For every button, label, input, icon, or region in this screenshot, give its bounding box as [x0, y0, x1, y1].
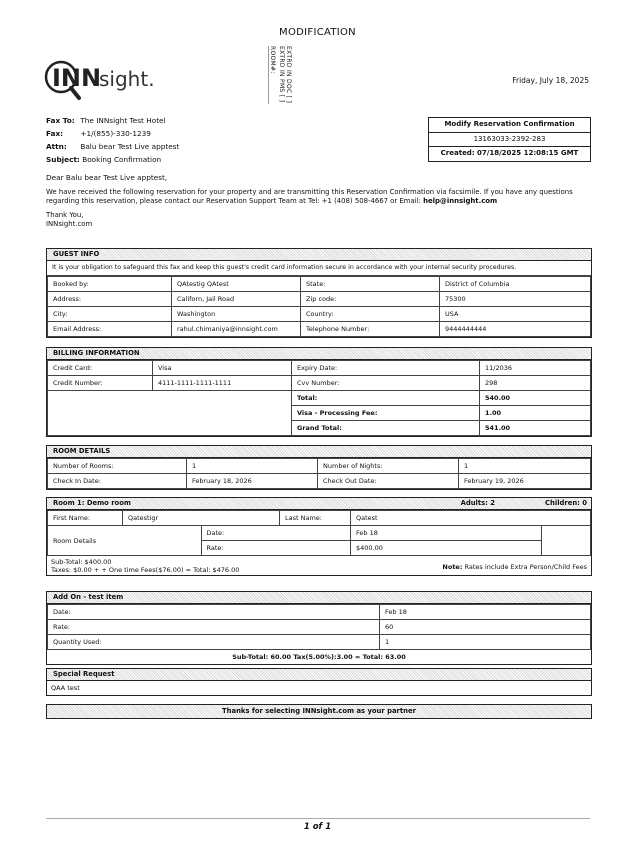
footer-divider — [46, 818, 590, 819]
cell-label: Quantity Used: — [48, 635, 380, 650]
grand-total-value: 541.00 — [480, 421, 591, 436]
room1-table — [47, 510, 591, 556]
check-in-value: February 18, 2026 — [187, 474, 318, 489]
page-number: 1 of 1 — [303, 822, 332, 832]
room-number-label: ROOM#: — [268, 46, 276, 104]
room-details-table — [47, 458, 591, 489]
addon-section — [46, 591, 592, 665]
security-notice: It is your obligation to safeguard this fax and keep this guest's credit card information secure in accordance with your internal security procedures. — [47, 261, 591, 276]
table-row — [48, 605, 591, 620]
country-value: USA — [440, 307, 591, 322]
addon-header: Add On - test item — [47, 592, 591, 604]
expiry-value: 11/2036 — [480, 361, 591, 376]
room-details-label: Room Details — [48, 526, 202, 556]
thanks-bar — [46, 704, 592, 719]
phone-value: 9444444444 — [440, 322, 591, 337]
room-details-header: ROOM DETAILS — [47, 446, 591, 458]
support-email-link[interactable]: help@innsight.com — [423, 197, 498, 205]
cell-label: Rate: — [48, 620, 380, 635]
svg-text:sight.: sight. — [99, 67, 154, 91]
cell-label: Telephone Number: — [301, 322, 440, 337]
table-row — [48, 620, 591, 635]
attn-value: Balu bear Test Live apptest — [80, 142, 180, 151]
cell-label: Date: — [48, 605, 380, 620]
blank-cell — [542, 526, 591, 556]
subject-label: Subject: — [46, 155, 80, 164]
guest-table — [47, 276, 591, 337]
table-row — [48, 635, 591, 650]
cell-label: Email Address: — [48, 322, 172, 337]
room-subtotal: Sub-Total: $400.00 — [51, 558, 112, 566]
cell-label: Booked by: — [48, 277, 172, 292]
guest-info-section — [46, 248, 592, 338]
svg-text:INN: INN — [52, 64, 102, 92]
city-value: Washington — [172, 307, 301, 322]
table-row — [48, 277, 591, 292]
cell-label: Address: — [48, 292, 172, 307]
table-row — [48, 322, 591, 337]
check-out-value: February 19, 2026 — [459, 474, 591, 489]
zip-value: 75300 — [440, 292, 591, 307]
addon-rate-value: 60 — [380, 620, 591, 635]
cell-label: Credit Card: — [48, 361, 153, 376]
booked-by-value: QAtestig QAtest — [172, 277, 301, 292]
cell-label: State: — [301, 277, 440, 292]
special-request-header: Special Request — [47, 669, 591, 681]
cell-label: Check In Date: — [48, 474, 187, 489]
table-row — [48, 292, 591, 307]
magnifier-logo-icon — [44, 58, 154, 102]
processing-fee-value: 1.00 — [480, 406, 591, 421]
room1-totals — [47, 556, 591, 575]
addon-date-value: Feb 18 — [380, 605, 591, 620]
room1-section — [46, 497, 592, 576]
total-label: Total: — [292, 391, 480, 406]
special-request-section — [46, 668, 592, 696]
innsight-logo — [44, 58, 154, 106]
last-name-value: Qatest — [351, 511, 591, 526]
card-number-value: 4111-1111-1111-1111 — [153, 376, 292, 391]
card-type-value: Visa — [153, 361, 292, 376]
cell-label: Zip code: — [301, 292, 440, 307]
subject-value: Booking Confirmation — [82, 155, 162, 164]
fax-label: Fax: — [46, 129, 64, 138]
cell-label: Number of Nights: — [318, 459, 459, 474]
confirmation-heading: Modify Reservation Confirmation — [429, 118, 590, 133]
addon-table — [47, 604, 591, 650]
processing-fee-label: Visa - Processing Fee: — [292, 406, 480, 421]
first-name-value: Qatestigr — [123, 511, 280, 526]
table-row — [48, 361, 591, 376]
table-row — [48, 474, 591, 489]
total-value: 540.00 — [480, 391, 591, 406]
grand-total-label: Grand Total: — [292, 421, 480, 436]
created-timestamp: Created: 07/18/2025 12:08:15 GMT — [440, 149, 579, 157]
document-title: MODIFICATION — [279, 27, 356, 38]
fax-to-value: The INNsight Test Hotel — [80, 116, 166, 125]
room-taxes: Taxes: $0.00 + + One time Fees($76.00) = Total: $476.00 — [51, 566, 240, 574]
confirmation-number: 13163033-2392-283 — [429, 133, 590, 148]
cell-label: First Name: — [48, 511, 123, 526]
table-row — [48, 526, 591, 541]
num-nights-value: 1 — [459, 459, 591, 474]
addon-qty-value: 1 — [380, 635, 591, 650]
room-date-value: Feb 18 — [351, 526, 542, 541]
cell-label: Expiry Date: — [292, 361, 480, 376]
table-row — [48, 391, 591, 406]
cvv-value: 298 — [480, 376, 591, 391]
children-count: Children: 0 — [545, 499, 587, 507]
billing-table — [47, 360, 591, 436]
guest-info-header: GUEST INFO — [47, 249, 591, 261]
thanks-text: Thank You, — [46, 210, 84, 219]
room1-title: Room 1: Demo room — [53, 499, 131, 507]
cell-label: Cvv Number: — [292, 376, 480, 391]
salutation: Dear Balu bear Test Live apptest, — [46, 173, 168, 182]
cell-label: Credit Number: — [48, 376, 153, 391]
room-details-section — [46, 445, 592, 490]
rate-note — [442, 563, 587, 571]
email-value: rahul.chimaniya@innsight.com — [172, 322, 301, 337]
intro-body: We have received the following reservation for your property and are transmitting this Reservation Confirmation via facsimile. If you have any questions regarding this reservation, please contact our Reservation Support Team at Tel: +1 (408) 508-4667 or Email: — [46, 187, 573, 205]
room-rate-value: $400.00 — [351, 541, 542, 556]
cell-label: Check Out Date: — [318, 474, 459, 489]
confirmation-box — [428, 117, 591, 162]
addon-summary: Sub-Total: 60.00 Tax(5.00%):3.00 = Total: 63.00 — [232, 653, 406, 661]
extrd-doc-label: EXTRD IN DOC [ ] — [285, 46, 292, 104]
note-label: Note: — [442, 563, 463, 571]
special-request-text: QAA test — [51, 684, 80, 692]
cell-label: City: — [48, 307, 172, 322]
cell-label: Rate: — [201, 541, 351, 556]
billing-section — [46, 347, 592, 437]
document-date: Friday, July 18, 2025 — [512, 76, 589, 85]
cell-label: Number of Rooms: — [48, 459, 187, 474]
fax-number: +1/(855)-330-1239 — [80, 129, 151, 138]
extrd-pms-label: EXTRD IN PMS [ ] — [278, 46, 285, 103]
cell-label: Last Name: — [280, 511, 351, 526]
num-rooms-value: 1 — [187, 459, 318, 474]
table-row — [48, 511, 591, 526]
signature: INNsight.com — [46, 220, 93, 228]
thanks-bar-text: Thanks for selecting INNsight.com as your partner — [47, 705, 591, 718]
table-row — [48, 376, 591, 391]
intro-text — [46, 173, 591, 230]
room1-header — [47, 498, 591, 510]
address-value: Californ, Jail Road — [172, 292, 301, 307]
state-value: District of Columbia — [440, 277, 591, 292]
cell-label: Date: — [201, 526, 351, 541]
cell-label: Country: — [301, 307, 440, 322]
attn-label: Attn: — [46, 142, 67, 151]
blank-cell — [48, 391, 292, 436]
fax-to-label: Fax To: — [46, 116, 75, 125]
billing-header: BILLING INFORMATION — [47, 348, 591, 360]
table-row — [48, 307, 591, 322]
table-row — [48, 459, 591, 474]
fax-header — [46, 114, 179, 166]
note-text: Rates include Extra Person/Child Fees — [464, 563, 587, 571]
adults-count: Adults: 2 — [460, 499, 495, 507]
